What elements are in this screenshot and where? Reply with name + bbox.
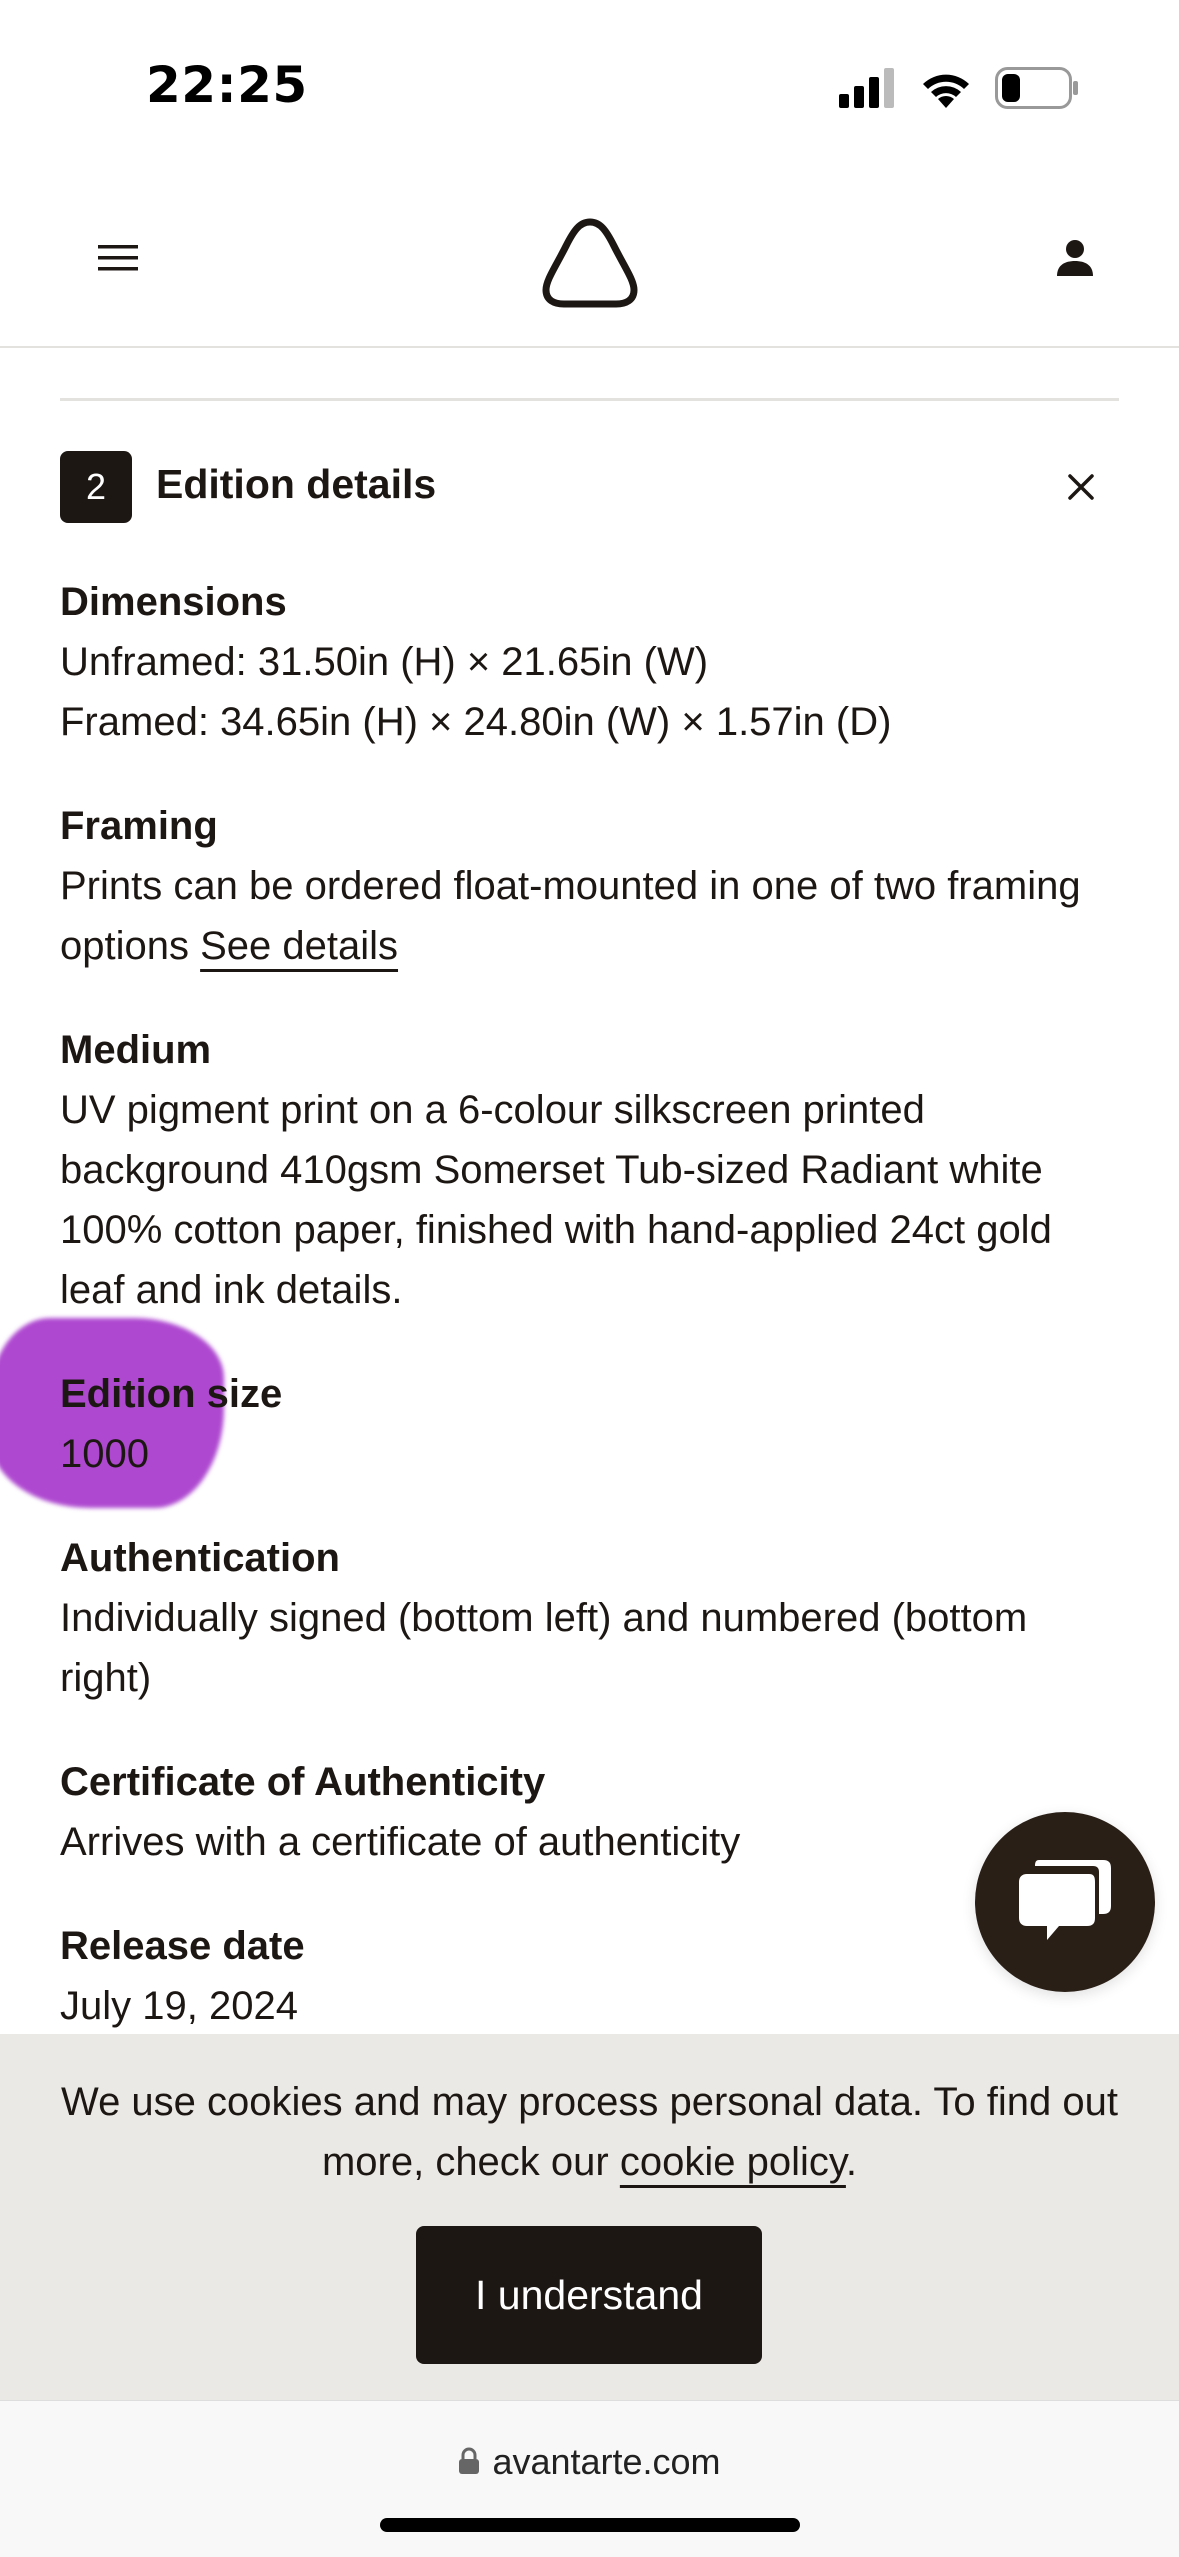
dimensions-framed: Framed: 34.65in (H) × 24.80in (W) × 1.57in (D) [60,700,892,744]
home-indicator [380,2518,800,2532]
cookie-policy-link[interactable]: cookie policy [619,2140,846,2184]
section-title: Edition details [156,461,437,507]
lock-icon [458,2447,480,2475]
detail-label: Framing [60,804,218,848]
edition-details-header[interactable] [60,451,1119,523]
cookie-text-before: We use cookies and may process personal data. To find out more, check our [61,2080,1118,2184]
edition-size-value: 1000 [60,1432,149,1476]
detail-label: Authentication [60,1536,340,1580]
detail-dimensions [60,572,1119,752]
site-header [0,176,1179,348]
framing-text: Prints can be ordered float-mounted in one of two framing options [60,864,1081,968]
chat-button[interactable] [975,1812,1155,1992]
authentication-text: Individually signed (bottom left) and numbered (bottom right) [60,1596,1028,1700]
detail-release-date [60,1916,1119,2036]
detail-framing [60,796,1119,976]
account-button[interactable] [1037,220,1113,296]
detail-label: Medium [60,1028,212,1072]
avantarte-logo-icon[interactable] [540,216,640,310]
cellular-signal-icon [839,68,897,108]
detail-authentication [60,1528,1119,1708]
cookie-text [60,2072,1119,2192]
edition-details-list [60,572,1119,2080]
url-text: avantarte.com [492,2441,721,2482]
url-display[interactable] [0,2441,1179,2483]
framing-text-block [60,856,1119,976]
cookie-banner [0,2034,1179,2400]
status-icons [839,60,1079,116]
hamburger-menu-icon [98,243,138,273]
chat-bubble-icon [1015,1854,1115,1950]
close-icon [1068,474,1094,500]
menu-button[interactable] [80,220,156,296]
detail-certificate [60,1752,1119,1872]
dimensions-unframed: Unframed: 31.50in (H) × 21.65in (W) [60,640,709,684]
detail-edition-size [60,1364,1119,1484]
detail-medium [60,1020,1119,1320]
cookie-text-after: . [845,2140,858,2184]
see-details-link[interactable]: See details [200,924,399,968]
close-button[interactable] [1053,459,1109,515]
status-bar [0,0,1179,176]
browser-url-bar[interactable] [0,2400,1179,2557]
section-divider [60,398,1119,401]
wifi-icon [919,68,973,108]
battery-icon [995,67,1079,109]
status-time: 22:25 [146,56,308,114]
detail-label: Certificate of Authenticity [60,1760,546,1804]
detail-label: Release date [60,1924,305,1968]
detail-label: Edition size [60,1372,283,1416]
accept-cookies-button[interactable]: I understand [416,2226,762,2364]
detail-label: Dimensions [60,580,287,624]
step-number-badge: 2 [60,451,132,523]
certificate-text: Arrives with a certificate of authenticity [60,1820,741,1864]
release-date-value: July 19, 2024 [60,1984,298,2028]
account-icon [1055,238,1095,278]
medium-text: UV pigment print on a 6-colour silkscreen printed background 410gsm Somerset Tub-sized Radiant white 100% cotton paper, finished with hand-applied 24ct gold leaf and ink details. [60,1088,1052,1312]
